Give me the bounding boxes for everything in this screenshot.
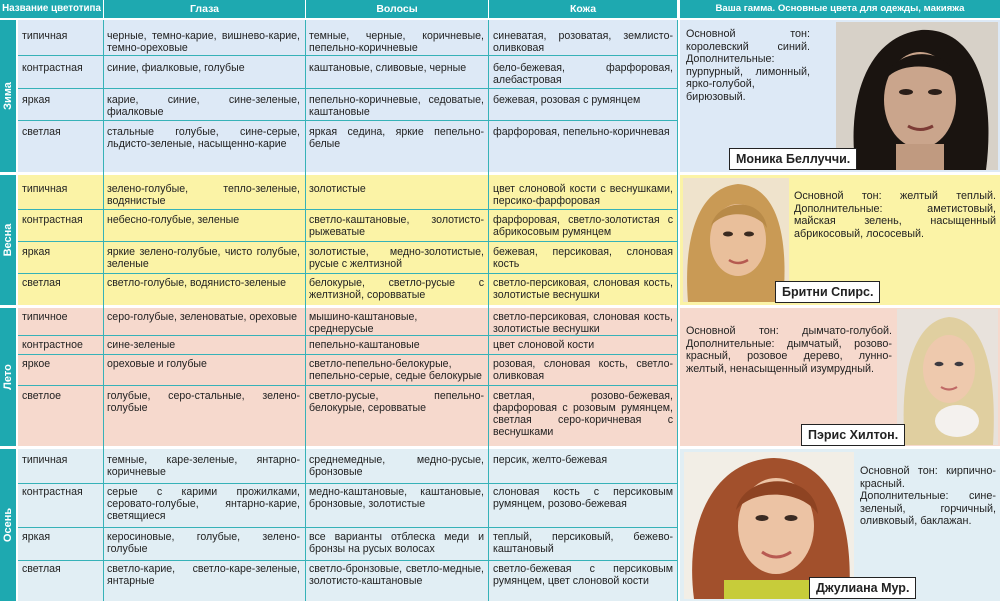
summer-hair-1: мышино-каштановые, среднерусые <box>309 311 418 335</box>
spring-type-3: яркая <box>22 246 51 258</box>
header-eyes: Глаза <box>104 0 305 18</box>
spring-eyes-3: яркие зелено-голубые, чисто голубые, зеленые <box>107 246 300 270</box>
column-divider <box>103 20 104 601</box>
summer-hair-4: светло-русые, пепельно-белокурые, серовватые <box>309 390 484 414</box>
autumn-eyes-4: светло-карие, светло-каре-зеленые, янтарные <box>107 563 300 587</box>
autumn-hair-2: медно-каштановые, каштановые, бронзовые, золотистые <box>309 486 484 510</box>
header-palette: Ваша гамма. Основные цвета для одежды, макияжа <box>680 0 1000 18</box>
winter-skin-2: бело-бежевая, фарфоровая, алебастровая <box>493 62 673 86</box>
row-divider <box>18 560 677 561</box>
row-divider <box>18 385 677 386</box>
row-divider <box>18 120 677 121</box>
summer-type-1: типичное <box>22 311 68 323</box>
header-skin: Кожа <box>489 0 677 18</box>
autumn-hair-4: светло-бронзовые, светло-медные, золотисто-каштановые <box>309 563 484 587</box>
summer-eyes-1: серо-голубые, зеленоватые, ореховые <box>107 311 297 323</box>
autumn-type-2: контрастная <box>22 486 83 498</box>
winter-type-1: типичная <box>22 30 68 42</box>
autumn-skin-1: персик, желто-бежевая <box>493 454 608 466</box>
summer-eyes-4: голубые, серо-стальные, зелено-голубые <box>107 390 300 414</box>
caption-monica: Моника Беллуччи. <box>729 148 857 170</box>
winter-hair-3: пепельно-коричневые, седоватые, каштановые <box>309 94 484 118</box>
autumn-type-1: типичная <box>22 454 68 466</box>
row-divider <box>18 241 677 242</box>
spring-skin-3: бежевая, персиковая, слоновая кость <box>493 246 673 270</box>
winter-eyes-2: синие, фиалковые, голубые <box>107 62 245 74</box>
caption-julianne: Джулиана Мур. <box>809 577 916 599</box>
row-divider <box>18 483 677 484</box>
season-label-autumn: Осень <box>0 449 16 601</box>
header-type: Название цветотипа <box>0 0 103 18</box>
season-label-summer: Лето <box>0 308 16 446</box>
spring-hair-2: светло-каштановые, золотисто-рыжеватые <box>309 214 484 238</box>
row-divider <box>18 88 677 89</box>
autumn-eyes-1: темные, каре-зеленые, янтарно-коричневые <box>107 454 300 478</box>
caption-paris: Пэрис Хилтон. <box>801 424 905 446</box>
winter-hair-2: каштановые, сливовые, черные <box>309 62 467 74</box>
winter-eyes-1: черные, темно-карие, вишнево-карие, темно-ореховые <box>107 30 300 54</box>
row-divider <box>18 335 677 336</box>
spring-type-2: контрастная <box>22 214 83 226</box>
summer-eyes-2: сине-зеленые <box>107 339 176 351</box>
portrait-photo-paris <box>897 309 998 445</box>
spring-skin-1: цвет слоновой кости с веснушками, персико-фарфоровая <box>493 183 673 207</box>
spring-skin-4: светло-персиковая, слоновая кость, золотистые веснушки <box>493 277 673 301</box>
row-divider <box>18 527 677 528</box>
autumn-skin-3: теплый, персиковый, бежево-каштановый <box>493 531 673 555</box>
spring-eyes-1: зелено-голубые, тепло-зеленые, водянистые <box>107 183 300 207</box>
summer-type-3: яркое <box>22 358 51 370</box>
spring-hair-1: золотистые <box>309 183 366 195</box>
autumn-palette-text: Основной тон: кирпично-красный. Дополнительные: сине-зеленый, горчичный, оливковый, баклажан. <box>860 465 996 527</box>
summer-skin-1: светло-персиковая, слоновая кость, золотистые веснушки <box>493 311 673 335</box>
summer-type-4: светлое <box>22 390 62 402</box>
portrait-photo-monica <box>836 22 998 170</box>
row-divider <box>18 354 677 355</box>
winter-eyes-3: карие, синие, сине-зеленые, фиалковые <box>107 94 300 118</box>
spring-type-1: типичная <box>22 183 68 195</box>
season-label-winter: Зима <box>0 20 16 172</box>
autumn-skin-2: слоновая кость с персиковым румянцем, розово-бежевая <box>493 486 673 510</box>
winter-hair-1: темные, черные, коричневые, пепельно-коричневые <box>309 30 484 54</box>
summer-skin-2: цвет слоновой кости <box>493 339 595 351</box>
row-divider <box>18 209 677 210</box>
winter-hair-4: яркая седина, яркие пепельно-белые <box>309 126 484 150</box>
autumn-type-3: яркая <box>22 531 51 543</box>
column-divider <box>305 20 306 601</box>
summer-skin-4: светлая, розово-бежевая, фарфоровая с розовым румянцем, светлая серо-коричневая с веснушками <box>493 390 673 438</box>
spring-eyes-2: небесно-голубые, зеленые <box>107 214 240 226</box>
winter-eyes-4: стальные голубые, сине-серые, льдисто-зеленые, насыщенно-карие <box>107 126 300 150</box>
autumn-eyes-2: серые с карими прожилками, серовато-голубые, янтарно-карие, светящиеся <box>107 486 300 522</box>
autumn-skin-4: светло-бежевая с персиковым румянцем, цвет слоновой кости <box>493 563 673 587</box>
summer-palette-text: Основной тон: дымчато-голубой. Дополнительные: дымчатый, розово-красный, розовое дерево, лунно-желтый, ненасыщенный изумрудный. <box>686 325 892 375</box>
spring-eyes-4: светло-голубые, водянисто-зеленые <box>107 277 287 289</box>
spring-palette-text: Основной тон: желтый теплый. Дополнительные: аметистовый, майская зелень, насыщенный абрикосовый, лососевый. <box>794 190 996 240</box>
spring-skin-2: фарфоровая, светло-золотистая с абрикосовым румянцем <box>493 214 673 238</box>
caption-britney: Бритни Спирс. <box>775 281 880 303</box>
row-divider <box>18 273 677 274</box>
winter-palette-text: Основной тон: королевский синий. Дополнительные: пурпурный, лимонный, ярко-голубой, бирюзовый. <box>686 28 810 103</box>
summer-eyes-3: ореховые и голубые <box>107 358 207 370</box>
spring-hair-3: золотистые, медно-золотистые, русые с желтизной <box>309 246 484 270</box>
autumn-type-4: светлая <box>22 563 61 575</box>
autumn-hair-3: все варианты отблеска меди и бронзы на русых волосах <box>309 531 484 555</box>
summer-skin-3: розовая, слоновая кость, светло-оливковая <box>493 358 673 382</box>
column-divider <box>488 20 489 601</box>
column-divider <box>677 20 678 601</box>
autumn-hair-1: среднемедные, медно-русые, бронзовые <box>309 454 484 478</box>
winter-skin-4: фарфоровая, пепельно-коричневая <box>493 126 670 138</box>
summer-hair-3: светло-пепельно-белокурые, пепельно-серые, седые белокурые <box>309 358 482 382</box>
summer-hair-2: пепельно-каштановые <box>309 339 420 351</box>
spring-type-4: светлая <box>22 277 61 289</box>
winter-type-2: контрастная <box>22 62 83 74</box>
header-hair: Волосы <box>306 0 488 18</box>
row-divider <box>18 55 677 56</box>
winter-skin-3: бежевая, розовая с румянцем <box>493 94 641 106</box>
season-label-spring: Весна <box>0 175 16 305</box>
winter-type-4: светлая <box>22 126 61 138</box>
spring-hair-4: белокурые, светло-русые с желтизной, соровватые <box>309 277 484 301</box>
portrait-photo-britney <box>683 178 789 302</box>
summer-type-2: контрастное <box>22 339 83 351</box>
autumn-eyes-3: керосиновые, голубые, зелено-голубые <box>107 531 300 555</box>
winter-skin-1: синеватая, розоватая, землистo-оливковая <box>493 30 673 54</box>
winter-type-3: яркая <box>22 94 51 106</box>
